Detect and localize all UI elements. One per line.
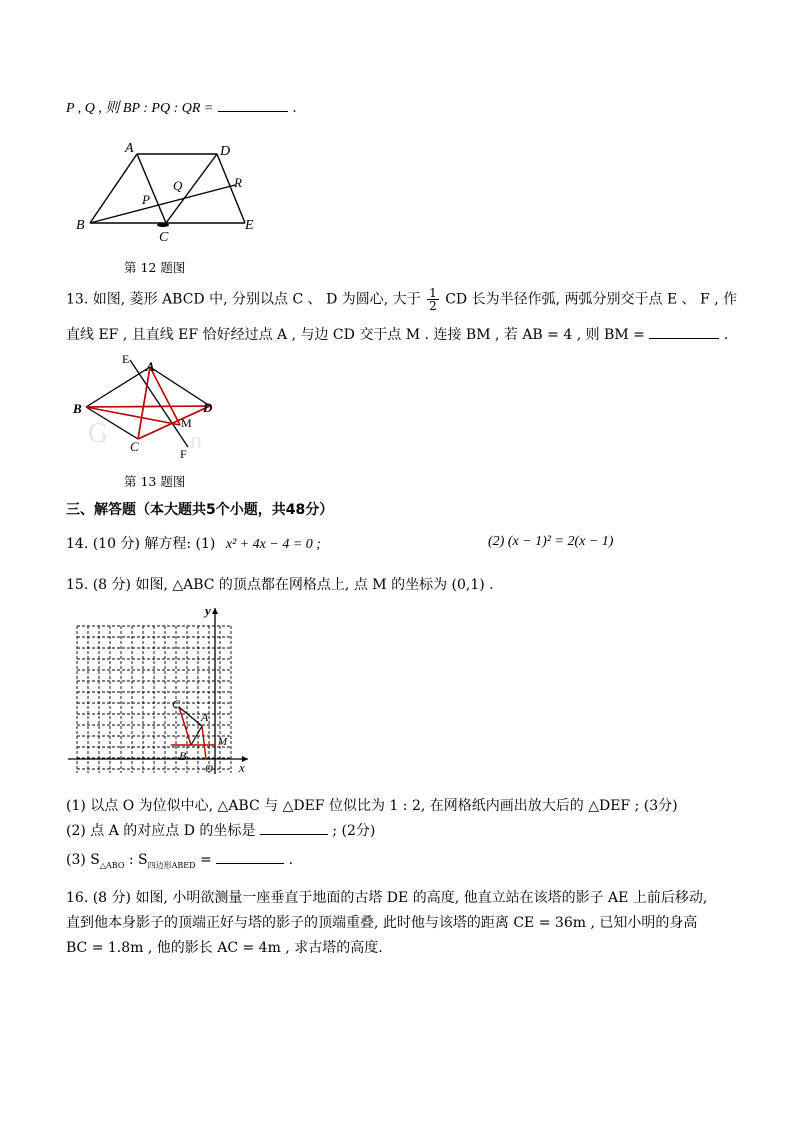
q16-line2: 直到他本身影子的顶端正好与塔的影子的顶端重叠, 此时他与该塔的距离 CE = 36m , 已知小明的身高 [66,915,698,931]
q14-prefix: 14. (10 分) 解方程: (1) [66,536,216,552]
q12-label-a: A [125,141,134,156]
q12-answer-blank[interactable] [218,111,288,112]
q13-fraction [427,287,439,312]
q13-line1 [66,287,737,312]
q12-label-e: E [245,218,254,233]
grid-label-m: M [218,736,228,748]
q15-part3-a: (3) S [66,852,100,868]
q16-line1: 16. (8 分) 如图, 小明欲测量一座垂直于地面的古塔 DE 的高度, 他直立站在该塔的影子 AE 上前后移动, [66,890,708,906]
q13-label-c: C [130,439,139,454]
grid-label-y: y [205,604,211,618]
q14-line [66,533,321,553]
q13-caption: 第 13 题图 [124,474,186,489]
q12-label-c: C [159,230,169,245]
grid-label-o: O [205,763,213,775]
section3-title: 三、解答题（本大题共5个小题，共48分） [66,502,334,518]
q13-line2: 直线 EF , 且直线 EF 恰好经过点 A , 与边 CD 交于点 M . 连接 BM , 若 AB = 4 , 则 BM = [66,327,645,343]
q13-line1-a: 13. 如图, 菱形 ABCD 中, 分别以点 C 、 D 为圆心, 大于 [66,291,421,308]
q15-line: 15. (8 分) 如图, △ABC 的顶点都在网格点上, 点 M 的坐标为 (0,1) . [66,577,494,593]
q12-figure [70,138,270,246]
q13-frac-num: 1 [429,286,437,300]
q15-part3-blank[interactable] [216,863,284,864]
q15-part2-blank[interactable] [260,834,328,835]
q15-part3-mid: : S [128,852,148,868]
q12-label-b: B [76,218,85,233]
q13-label-d: D [203,400,213,415]
q15-part3-line: (3) $S_{\triangle ABO}$ : $S_{四边形ABED}$ = . [66,852,294,870]
q12-label-d: D [220,144,231,159]
q15-part2-line [66,820,375,840]
q14-eq2: (2) (x − 1)² = 2(x − 1) [488,534,614,549]
q13-label-m: M [181,416,192,430]
q14-eq1: x² + 4x − 4 = 0 ; [225,537,321,552]
q13-frac-den: 2 [429,299,437,313]
q12-line-prefix: P , Q , 则 BP : PQ : QR = [66,101,214,116]
q15-part3-b: = [199,852,212,868]
q15-grid-figure [66,604,256,776]
q12-label-r: R [234,175,242,190]
q15-part2-a: (2) 点 A 的对应点 D 的坐标是 [66,823,256,839]
q15-part3-sub1: △ABO [99,860,125,870]
grid-label-x: x [239,760,245,775]
q12-caption: 第 12 题图 [124,260,186,275]
q15-part1: (1) 以点 O 为位似中心, △ABC 与 △DEF 位似比为 1 : 2, 在网格纸内画出放大后的 △DEF ; (3分) [66,798,678,814]
q15-part2-b: ; (2分) [332,823,376,839]
q13-label-a: A [146,359,155,374]
q13-label-e: E [122,352,130,366]
q13-line2-wrap: 直线 EF , 且直线 EF 恰好经过点 A , 与边 CD 交于点 M . 连接 BM , 若 AB = 4 , 则 BM = . [66,327,729,343]
grid-label-c: C [172,697,181,711]
q13-line1-b: CD 长为半径作弧, 两弧分别交于点 E 、 F , 作 [445,291,738,308]
grid-label-b: B [179,749,187,763]
q13-figure [70,350,230,462]
q12-answer-line: P , Q , 则 BP : PQ : QR = . [66,100,297,116]
grid-label-a: A [201,710,209,724]
q13-label-b: B [73,401,82,416]
q15-part3-sub2: 四边形ABED [147,860,196,870]
q16-line3: BC = 1.8m , 他的影长 AC = 4m , 求古塔的高度. [66,940,383,956]
q12-label-p: P [142,192,150,207]
q14-part2 [488,533,613,550]
q13-answer-blank[interactable] [649,338,719,339]
svg-text:n: n [190,428,202,454]
q12-label-q: Q [173,178,183,193]
svg-text:G: G [88,418,109,449]
q13-label-f: F [180,447,187,461]
